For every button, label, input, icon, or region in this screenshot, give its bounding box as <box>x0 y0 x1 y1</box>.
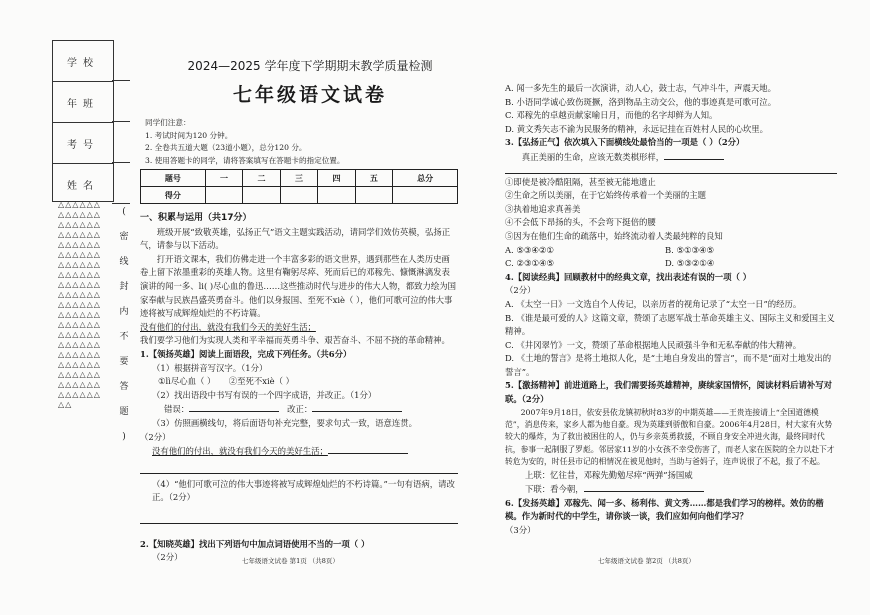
score-header: 三 <box>280 170 317 187</box>
answer-line-1-3 <box>140 444 458 459</box>
score-cell <box>205 187 242 204</box>
exam-title: 2024—2025 学年度下学期期末教学质量检测 <box>187 59 433 73</box>
page-title: 七年级语文试卷 <box>232 84 387 106</box>
question-1-2: （2）找出语段中书写有误的一个四字成语，并改正。（1分） <box>152 389 377 400</box>
score-cell <box>393 187 458 204</box>
option-a: A. 闻一多先生的最后一次演讲，动人心，鼓士志，气冲斗牛，声震天地。 <box>505 83 776 93</box>
q4-option-a: A. 《太空一日》一文选自个人传记，以亲历者的视角记录了“太空一日”的经历。 <box>505 298 802 309</box>
score-header: 总分 <box>393 170 458 187</box>
notice-line: 3. 使用答题卡的同学，请将答案填写在答题卡的指定位置。 <box>145 155 345 165</box>
right-column <box>505 82 837 538</box>
name-field: 姓名 <box>67 180 99 192</box>
seal-char: 要 <box>119 357 129 367</box>
seal-char: 答 <box>119 382 129 392</box>
seal-char: 密 <box>119 232 129 242</box>
activity-intro: 班级开展“致敬英雄，弘扬正气”语文主题实践活动，请同学们效仿英模，弘扬正气，请参与以下活动。 <box>140 226 451 251</box>
question-3-stem: 真正美丽的生命，应该无数类棋形样， <box>505 150 837 165</box>
seal-warning <box>118 200 130 450</box>
question-6-score: （3分） <box>505 525 536 536</box>
score-table <box>140 169 458 204</box>
page-footer-right: 七年级语文试卷 第2页 （共8页） <box>598 557 695 565</box>
score-header: 题号 <box>141 170 206 187</box>
class-field: 年班 <box>53 82 113 123</box>
q3-item: ②生命之所以美丽，在于它始终传承着一个美丽的主题 <box>505 190 706 201</box>
score-header: 二 <box>243 170 280 187</box>
score-cell <box>318 187 355 204</box>
pinyin-items <box>140 375 458 389</box>
answer-blank <box>664 150 724 160</box>
student-info-box <box>52 40 114 202</box>
question-4: 4.【阅读经典】回顾教材中的经典文章，找出表述有误的一项（ ） <box>505 271 752 282</box>
school-field: 学校 <box>53 41 113 82</box>
question-4-score: （2分） <box>505 285 536 296</box>
score-header: 四 <box>318 170 355 187</box>
q3-option-a: A. ⑤③④②① <box>505 244 554 255</box>
seal-char: 线 <box>119 257 129 267</box>
passage-continued: 我们要学习他们为实现人类和平幸福而英勇斗争、艰苦奋斗、不屈不挠的革命精神。 <box>140 335 450 346</box>
q3-item: ①即使是被冷酷阻隔，甚至被无能地遗止 <box>505 176 656 187</box>
seal-line-triangles: △△△△△△△△△△△△△△△△△△△△△△△△△△△△△△△△△△△△△△△△△△△△△△△△△△△△△△△△△△△△△△△△△△△△△△△△△△△△△△△△△△△△△△△△△△△△△△△△△△△△△△△△△△△△△△△△△△△△△△△△△△ <box>58 200 101 409</box>
answer-line <box>140 517 458 524</box>
score-header: 五 <box>355 170 392 187</box>
question-2: 2.【知晓英雄】找出下列语句中加点词语使用不当的一项（ ） <box>140 538 370 549</box>
option-c: C. 邓稼先的卓越贡献家喻日月，而他的名字却鲜为人知。 <box>505 110 718 121</box>
q4-option-c: C. 《井冈翠竹》一文，赞颂了革命根据地人民顽强斗争和无私奉献的伟大精神。 <box>505 339 802 350</box>
seal-char: ) <box>122 432 126 442</box>
couplet-upper: 上联：忆往昔，邓稼先勤勉尽瘁“两弹”扬国威 <box>525 469 693 480</box>
q3-item: ⑤因为在他们生命的疏落中，始终流动着人类最纯粹的良知 <box>505 230 723 241</box>
question-1-3: （3）仿照画横线句，将后面语句补充完整，要求句式一致，语意连贯。 <box>152 417 417 428</box>
option-b: B. 小语同学诚心致伤斑撅，洛到物品主动交公，他的事迹真是可歌可泣。 <box>505 96 777 107</box>
answer-blank <box>328 444 408 454</box>
seal-char: 不 <box>119 332 129 342</box>
left-column <box>140 212 458 565</box>
q4-option-d: D. 《土地的誓言》是将土地拟人化，是“土地自身发出的誓言”，而不是“面对土地发出的誓言”。 <box>505 353 832 377</box>
section-heading: 一、积累与运用（共17分） <box>140 213 252 223</box>
seal-char: 封 <box>119 282 129 292</box>
q5-story: 2007年9月18日，依安县依龙镇初秋时83岁的中期英雄——王贵连接请上“全国道德模范”，消息传来，家乡人都为他自豪。现为英雄到骄傲和自豪。2006年4月28日，村大家有火势较大的爆炸，为了救出被困住的人，仍与乡亲英勇救援，不顾自身安全冲进火海，最终同时代抗，参事一起制服了罗彪。邻居家11岁的小女孩不幸受伤害了，而老人家在医院的全力以赴下才转危为安的，时任县市记的相情况在被见他时，当助与爸妈子，连声说很了不起，报了不起。 <box>505 407 835 467</box>
score-cell <box>355 187 392 204</box>
score-label: 得分 <box>141 187 206 204</box>
q3-item: ④不会低下昂扬的头，不会弯下挺倍的腰 <box>505 217 656 228</box>
score-cell <box>280 187 317 204</box>
q3-item: ③执着地追求真善美 <box>505 203 581 214</box>
answer-blank <box>189 402 279 412</box>
fix-label: 改正： <box>287 404 313 415</box>
underlined-sentence: 没有他们的付出，就没有我们今天的美好生活； <box>152 446 328 457</box>
exam-number-field: 考号 <box>53 123 113 164</box>
pinyin-item-b: ②至死不xiè（ ） <box>228 376 294 387</box>
notice-line: 2. 全卷共五道大题（23道小题），总分120 分。 <box>145 143 307 153</box>
underlined-sentence: 没有他们的付出，就没有我们今天的美好生活； <box>140 321 316 332</box>
pinyin-item-a: ①lì尽心血（ ） <box>158 376 216 387</box>
question-1-4: （4）“他们可歌可泣的伟大事迹将被写成辉煌灿烂的不朽诗篇。”一句有语病，请改正。（2分） <box>152 478 455 503</box>
question-1-3-score: （2分） <box>140 431 171 442</box>
answer-line-1-2 <box>140 402 458 417</box>
q3-option-b: B. ⑤①③④⑤ <box>665 244 715 255</box>
notice-line: 同学们注意： <box>145 118 191 127</box>
answer-blank <box>584 482 704 492</box>
seal-char: 题 <box>119 407 129 417</box>
q3-option-c: C. ②③①④⑤ <box>505 258 554 269</box>
wrong-label: 错误： <box>164 404 190 415</box>
answer-line <box>140 463 458 474</box>
exam-notice <box>145 117 455 167</box>
question-3: 3.【弘扬正气】依次填入下面横线处最恰当的一项是（ ）（2分） <box>505 137 745 148</box>
question-1: 1.【领扬英雄】阅读上面语段，完成下列任务。（共6分） <box>140 348 352 359</box>
q3-options <box>505 257 837 271</box>
page-footer-left: 七年级语文试卷 第1页 （共8页） <box>242 557 339 565</box>
answer-blank <box>312 402 402 412</box>
question-2-score: （2分） <box>152 552 183 563</box>
score-header: 一 <box>205 170 242 187</box>
answer-line <box>505 165 837 174</box>
q4-option-b: B. 《谁是最可爱的人》这篇文章，赞颂了志愿军战士革命英雄主义、国际主义和爱国主义精神。 <box>505 312 835 337</box>
question-6: 6.【发扬英雄】邓稼先、闻一多、杨利伟、黄文秀……都是我们学习的榜样。效仿的楷模。作为新时代的中学生，请你谈一谈，我们应如何向他们学习？ <box>505 497 824 522</box>
seal-char: ( <box>122 207 126 217</box>
q3-option-d: D. ⑤③②①④ <box>665 258 715 269</box>
question-5: 5.【激扬精神】前进道路上，我们需要扬英雄精神，赓续家国情怀，阅读材料后请补写对联。（2分） <box>505 380 832 405</box>
notice-line: 1. 考试时间为120 分钟。 <box>145 130 233 140</box>
option-d: D. 黄文秀矢志不渝为民服务的精神，永远记挂在百姓村人民的心坎里。 <box>505 123 768 134</box>
passage: 打开语文课本，我们仿佛走进一个丰富多彩的语文世界，遇到那些在人类历史画卷上留下浓墨重彩的英雄人物。这里有鞠躬尽瘁、死而后已的邓稼先、慷慨淋漓发表演讲的闻一多、li( )尽心血的鲁迅……这些推动时代与进步的伟大人物，都致力绘为国家奉献与民族昌盛英勇奋斗。他们以身报国、至死不xiè（ ），他们可歌可泣的伟大事迹将被写成辉煌灿烂的不朽诗篇。 <box>140 253 457 319</box>
q3-options <box>505 244 837 258</box>
score-cell <box>243 187 280 204</box>
seal-char: 内 <box>119 307 129 317</box>
info-fill-lines <box>112 40 130 200</box>
couplet-lower: 下联：看今朝， <box>505 482 837 497</box>
question-1-1: （1）根据拼音写汉字。（1分） <box>152 362 268 373</box>
